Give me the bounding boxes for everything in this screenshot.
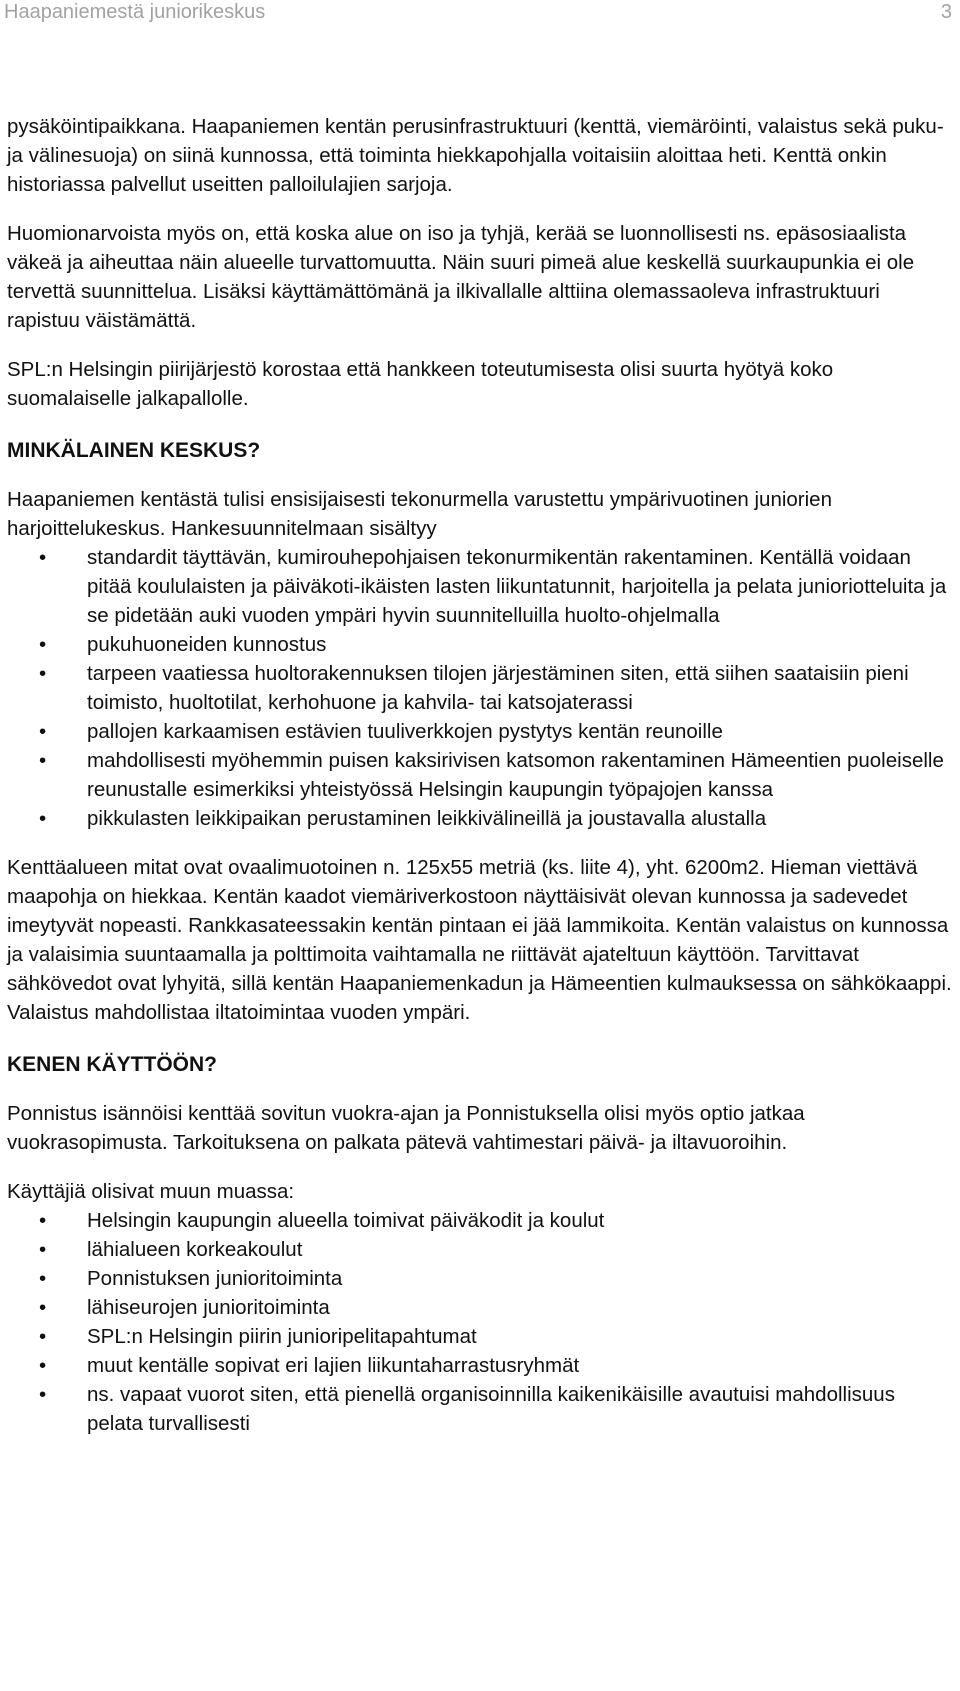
list-item: • lähiseurojen junioritoiminta [7,1293,953,1322]
users-list [7,1206,953,1438]
paragraph-field-dimensions: Kenttäalueen mitat ovat ovaalimuotoinen n. 125x55 metriä (ks. liite 4), yht. 6200m2. Hieman viettävä maapohja on hiekkaa. Kentän kaadot viemäriverkostoon näyttäisivät olevan kunnossa ja sadevedet imeytyvät nopeasti. Rankkasateessakin kentän pintaan ei jää lammikoita. Kentän valaistus on kunnossa ja valaisimia suuntaamalla ja polttimoita vaihtamalla ne riittävät ajateltuun käyttöön. Tarvittavat sähkövedot ovat lyhyitä, sillä kentän Haapaniemenkadun ja Hämeentien kulmauksessa on sähkökaappi. Valaistus mahdollistaa iltatoimintaa vuoden ympäri. [7,856,952,1024]
paragraph-spl-benefit: SPL:n Helsingin piirijärjestö korostaa että hankkeen toteutumisesta olisi suurta hyötyä koko suomalaiselle jalkapallolle. [7,358,834,410]
heading-what-kind-of-center: MINKÄLAINEN KESKUS? [7,439,261,462]
list-item: • Ponnistuksen junioritoiminta [7,1264,953,1293]
plan-list [7,543,953,833]
paragraph-safety: Huomionarvoista myös on, että koska alue on iso ja tyhjä, kerää se luonnollisesti ns. epäsosiaalista väkeä ja aiheuttaa näin alueelle turvattomuutta. Näin suuri pimeä alue keskellä suurkaupunkia ei ole tervettä suunnittelua. Lisäksi käyttämättömänä ja ilkivallalle alttiina olemassaoleva infrastruktuuri rapistuu väistämättä. [7,222,915,332]
paragraph-users-intro: Käyttäjiä olisivat muun muassa: [7,1180,295,1203]
document-body [7,112,953,1438]
list-item: • pukuhuoneiden kunnostus [7,630,953,659]
list-item: • pallojen karkaamisen estävien tuuliverkkojen pystytys kentän reunoille [7,717,953,746]
list-item: • pikkulasten leikkipaikan perustaminen leikkivälineillä ja joustavalla alustalla [7,804,953,833]
document-title: Haapaniemestä juniorikeskus [4,1,266,23]
paragraph-ponnistus-lease: Ponnistus isännöisi kenttää sovitun vuokra-ajan ja Ponnistuksella olisi myös optio jatkaa vuokrasopimusta. Tarkoituksena on palkata pätevä vahtimestari päivä- ja iltavuoroihin. [7,1102,805,1154]
list-item: • Helsingin kaupungin alueella toimivat päiväkodit ja koulut [7,1206,953,1235]
heading-for-whom: KENEN KÄYTTÖÖN? [7,1053,217,1076]
list-item: • standardit täyttävän, kumirouhepohjaisen tekonurmikentän rakentaminen. Kentällä voidaan pitää koululaisten ja päiväkoti-ikäisten lasten liikuntatunnit, harjoitella ja pelata junioriotteluita ja se pidetään auki vuoden ympäri hyvin suunnitelluilla huolto-ohjelmalla [7,543,953,630]
page-header [0,0,960,30]
paragraph-infrastructure: pysäköintipaikkana. Haapaniemen kentän perusinfrastruktuuri (kenttä, viemäröinti, valaistus sekä puku- ja välinesuoja) on siinä kunnossa, että toiminta hiekkapohjalla voitaisiin aloittaa heti. Kenttä onkin historiassa palvellut useitten palloilulajien sarjoja. [7,115,944,196]
paragraph-center-plan: Haapaniemen kentästä tulisi ensisijaisesti tekonurmella varustettu ympärivuotinen juniorien harjoittelukeskus. Hankesuunnitelmaan sisältyy [7,488,832,540]
list-item: • tarpeen vaatiessa huoltorakennuksen tilojen järjestäminen siten, että siihen saataisiin pieni toimisto, huoltotilat, kerhohuone ja kahvila- tai katsojaterassi [7,659,953,717]
list-item: • muut kentälle sopivat eri lajien liikuntaharrastusryhmät [7,1351,953,1380]
list-item: • SPL:n Helsingin piirin junioripelitapahtumat [7,1322,953,1351]
list-item: • ns. vapaat vuorot siten, että pienellä organisoinnilla kaikenikäisille avautuisi mahdollisuus pelata turvallisesti [7,1380,953,1438]
page-number: 3 [940,1,952,23]
list-item: • mahdollisesti myöhemmin puisen kaksirivisen katsomon rakentaminen Hämeentien puoleiselle reunustalle esimerkiksi yhteistyössä Helsingin kaupungin työpajojen kanssa [7,746,953,804]
list-item: • lähialueen korkeakoulut [7,1235,953,1264]
